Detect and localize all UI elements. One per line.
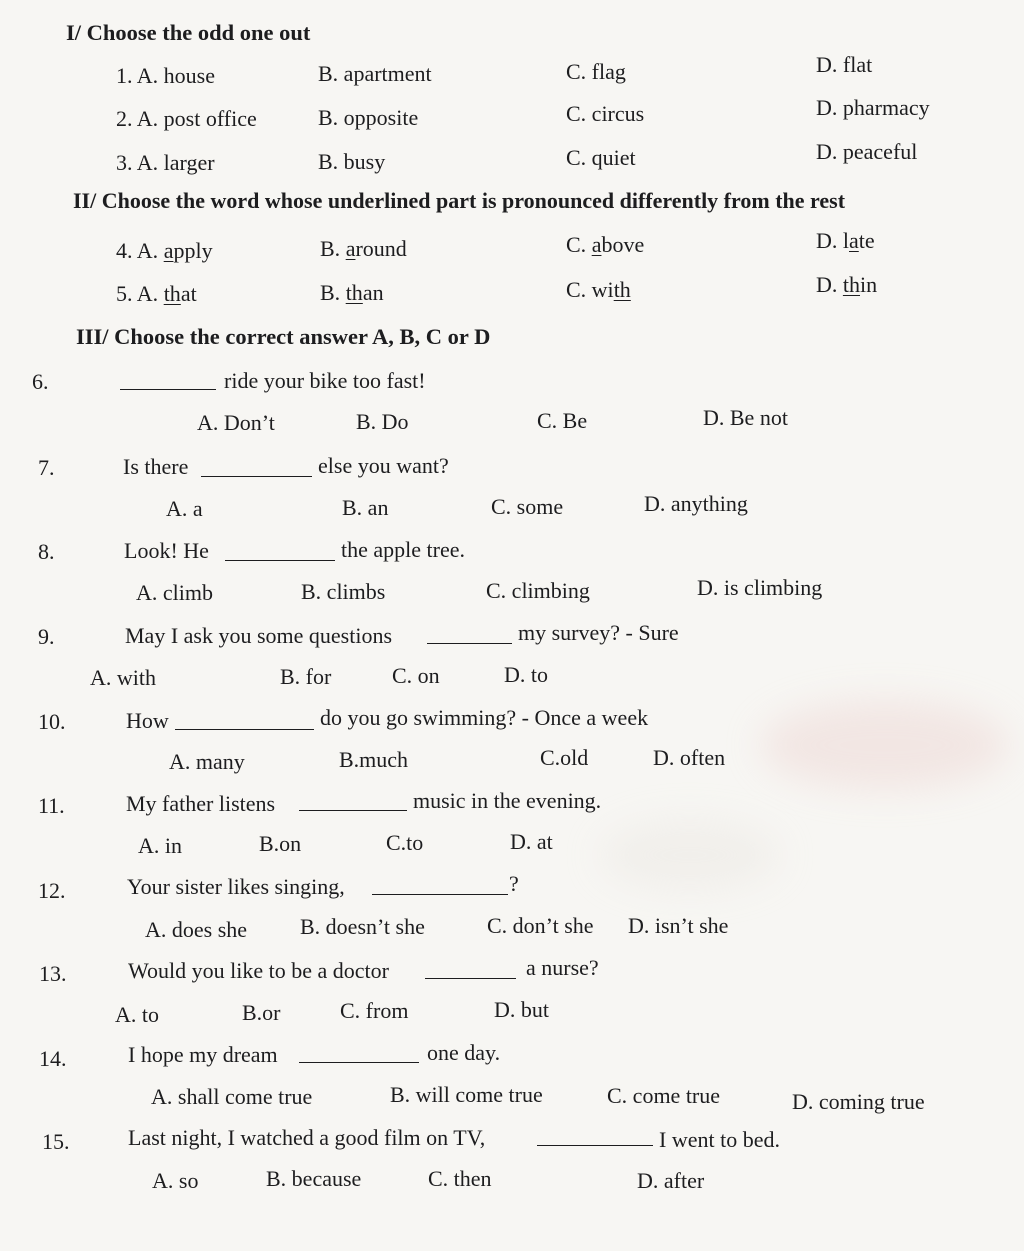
q1-option-a: 1. A. house (116, 63, 215, 88)
q11-blank (299, 810, 407, 811)
section-2-heading: II/ Choose the word whose underlined part is pronounced differently from the rest (73, 188, 846, 213)
q7-option-d: D. anything (644, 491, 748, 516)
q10-option-b: B.much (339, 747, 409, 772)
q7-number: 7. (38, 455, 55, 480)
q13-option-c: C. from (340, 998, 409, 1023)
q10-option-a: A. many (169, 749, 245, 774)
q5-option-c: C. with (566, 277, 631, 302)
q7-text-after: else you want? (318, 453, 449, 478)
q7-option-b: B. an (342, 495, 389, 520)
paper-smudge (760, 700, 1010, 790)
q9-blank (427, 643, 512, 644)
q14-text-after: one day. (427, 1040, 501, 1065)
q12-number: 12. (38, 878, 66, 903)
q15-option-a: A. so (152, 1168, 199, 1193)
section-1-heading: I/ Choose the odd one out (66, 20, 311, 45)
q9-option-b: B. for (280, 664, 332, 689)
q12-option-d: D. isn’t she (628, 913, 729, 938)
q11-number: 11. (38, 793, 65, 818)
q8-option-b: B. climbs (301, 579, 386, 604)
paper-smudge (600, 820, 780, 890)
q14-option-a: A. shall come true (151, 1084, 313, 1109)
q15-text-before: Last night, I watched a good film on TV, (128, 1125, 486, 1150)
q14-number: 14. (39, 1046, 67, 1071)
q15-option-d: D. after (637, 1168, 705, 1193)
q7-option-a: A. a (166, 496, 203, 521)
q5-option-b: B. than (320, 280, 384, 305)
q1-option-d: D. flat (816, 52, 873, 77)
q8-option-a: A. climb (136, 580, 213, 605)
q6-option-a: A. Don’t (197, 410, 275, 435)
q6-option-d: D. Be not (703, 405, 788, 430)
q13-blank (425, 978, 516, 979)
q8-number: 8. (38, 539, 55, 564)
q10-option-d: D. often (653, 745, 726, 770)
q13-text-before: Would you like to be a doctor (128, 958, 389, 983)
q13-text-after: a nurse? (526, 955, 599, 980)
q6-option-c: C. Be (537, 408, 588, 433)
q3-option-c: C. quiet (566, 145, 636, 170)
q10-blank (175, 729, 314, 730)
q15-option-b: B. because (266, 1166, 362, 1191)
q1-option-b: B. apartment (318, 61, 432, 86)
q4-option-d: D. late (816, 228, 875, 253)
q8-text-after: the apple tree. (341, 537, 465, 562)
q8-option-c: C. climbing (486, 578, 590, 603)
q9-number: 9. (38, 624, 55, 649)
q12-option-c: C. don’t she (487, 913, 594, 938)
q8-option-d: D. is climbing (697, 575, 823, 600)
q10-text-after: do you go swimming? - Once a week (320, 705, 649, 730)
q15-number: 15. (42, 1129, 70, 1154)
q6-number: 6. (32, 369, 49, 394)
q13-number: 13. (39, 961, 67, 986)
q14-option-b: B. will come true (390, 1082, 543, 1107)
q7-option-c: C. some (491, 494, 564, 519)
q14-blank (299, 1062, 419, 1063)
q11-option-b: B.on (259, 831, 302, 856)
q5-option-a: 5. A. that (116, 281, 197, 306)
q12-option-b: B. doesn’t she (300, 914, 425, 939)
q11-option-d: D. at (510, 829, 553, 854)
q6-blank (120, 389, 216, 390)
q1-option-c: C. flag (566, 59, 626, 84)
q13-option-d: D. but (494, 997, 549, 1022)
q2-option-d: D. pharmacy (816, 95, 930, 120)
q15-option-c: C. then (428, 1166, 492, 1191)
q11-option-c: C.to (386, 830, 424, 855)
q9-option-a: A. with (90, 665, 156, 690)
q7-text-before: Is there (123, 454, 189, 479)
q12-text-before: Your sister likes singing, (127, 874, 345, 899)
q6-option-b: B. Do (356, 409, 409, 434)
q8-blank (225, 560, 335, 561)
q10-option-c: C.old (540, 745, 589, 770)
q12-blank (372, 894, 508, 895)
q2-option-c: C. circus (566, 101, 645, 126)
q15-blank (537, 1145, 653, 1146)
q3-option-b: B. busy (318, 149, 386, 174)
q6-text-after: ride your bike too fast! (224, 368, 426, 393)
q13-option-a: A. to (115, 1002, 159, 1027)
q4-option-a: 4. A. apply (116, 238, 213, 263)
q2-option-a: 2. A. post office (116, 106, 257, 131)
q9-text-before: May I ask you some questions (125, 623, 393, 648)
q11-text-after: music in the evening. (413, 788, 602, 813)
q14-option-d: D. coming true (792, 1089, 925, 1114)
q7-blank (201, 476, 312, 477)
q3-option-d: D. peaceful (816, 139, 918, 164)
section-3-heading: III/ Choose the correct answer A, B, C or D (76, 324, 491, 349)
q14-text-before: I hope my dream (128, 1042, 278, 1067)
q4-option-b: B. around (320, 236, 407, 261)
q3-option-a: 3. A. larger (116, 150, 215, 175)
q9-option-d: D. to (504, 662, 548, 687)
q10-text-before: How (126, 708, 169, 733)
q10-number: 10. (38, 709, 66, 734)
q4-option-c: C. above (566, 232, 645, 257)
q8-text-before: Look! He (124, 538, 209, 563)
q11-text-before: My father listens (126, 791, 276, 816)
q11-option-a: A. in (138, 833, 182, 858)
q9-text-after: my survey? - Sure (518, 620, 679, 645)
q9-option-c: C. on (392, 663, 440, 688)
q5-option-d: D. thin (816, 272, 878, 297)
q15-text-after: I went to bed. (659, 1127, 780, 1152)
q12-text-after: ? (509, 871, 519, 896)
q14-option-c: C. come true (607, 1083, 721, 1108)
q2-option-b: B. opposite (318, 105, 419, 130)
q13-option-b: B.or (242, 1000, 281, 1025)
q12-option-a: A. does she (145, 917, 248, 942)
